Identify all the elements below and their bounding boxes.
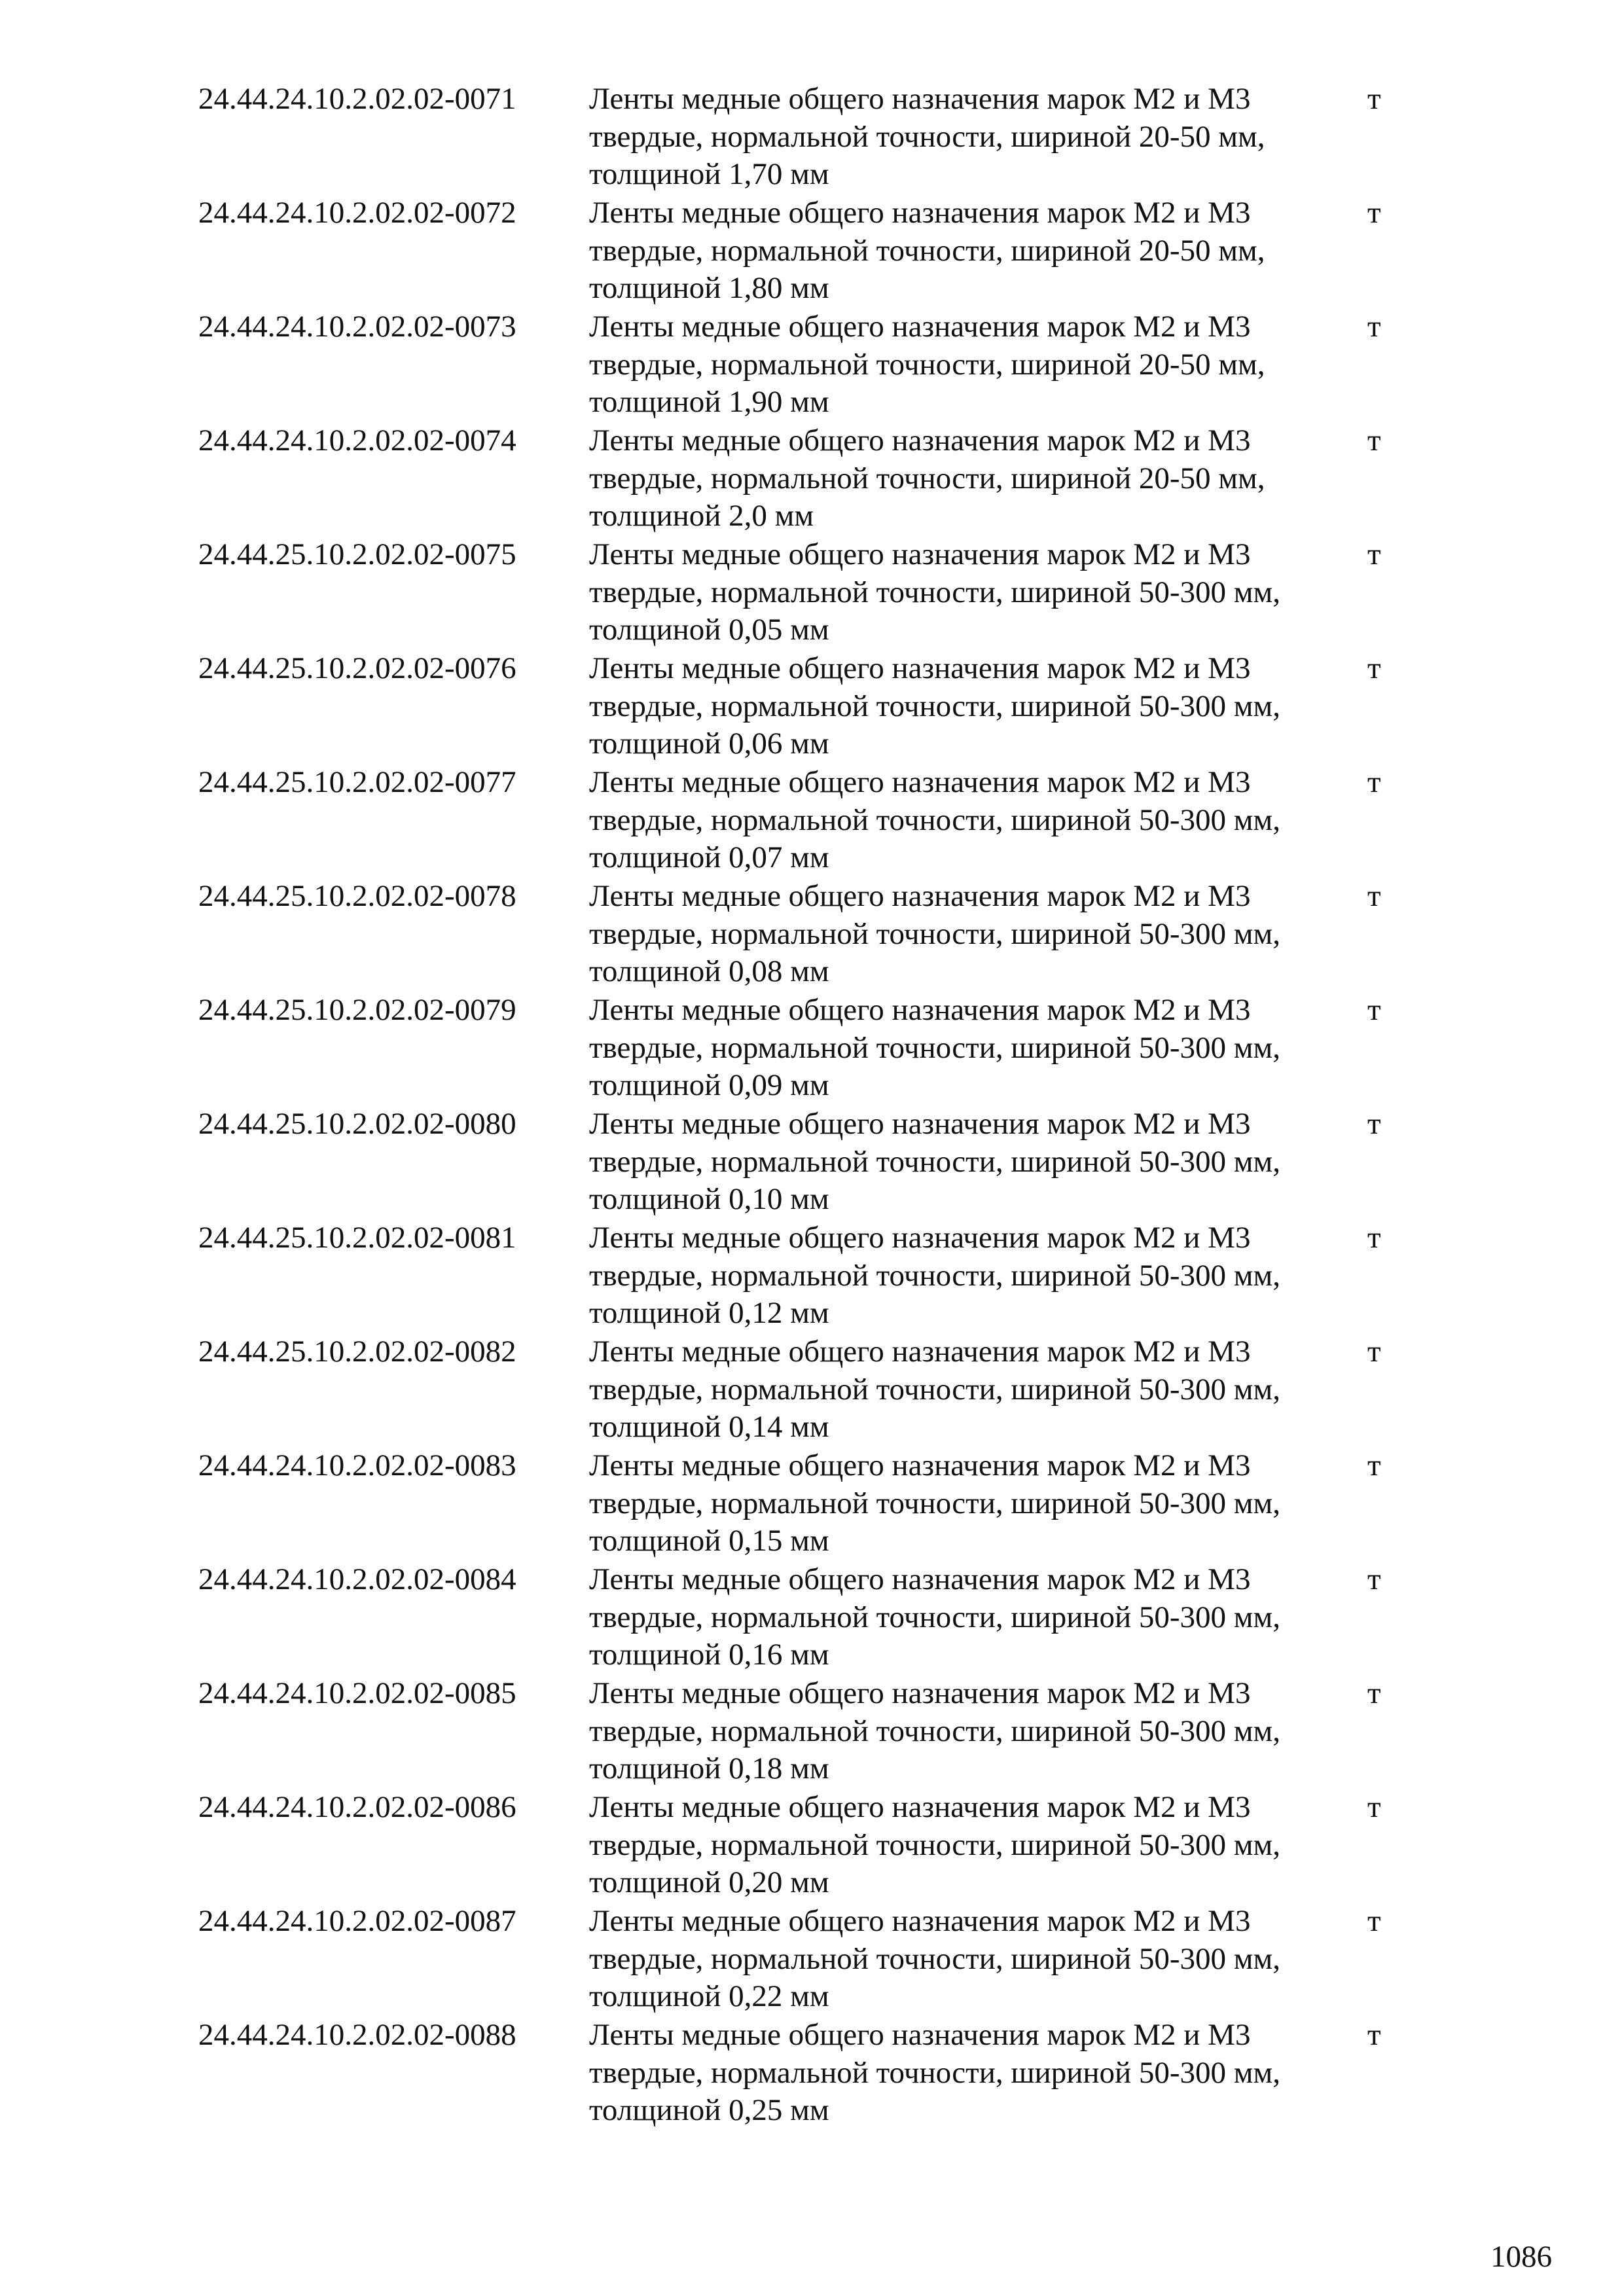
item-unit: т [1367, 1107, 1381, 1141]
description-line: Ленты медные общего назначения марок М2 и М3 [589, 310, 1251, 344]
description-line: толщиной 0,09 мм [589, 1068, 829, 1102]
item-code: 24.44.24.10.2.02.02-0083 [198, 1448, 516, 1482]
item-code: 24.44.25.10.2.02.02-0078 [198, 879, 516, 913]
item-unit: т [1367, 765, 1381, 799]
item-unit: т [1367, 2018, 1381, 2052]
description-line: твердые, нормальной точности, шириной 50-300 мм, [589, 689, 1281, 723]
item-unit: т [1367, 1790, 1381, 1824]
item-unit: т [1367, 196, 1381, 230]
description-line: толщиной 1,90 мм [589, 385, 829, 419]
description-line: твердые, нормальной точности, шириной 50-300 мм, [589, 1030, 1281, 1065]
item-unit: т [1367, 310, 1381, 344]
table-row [0, 1105, 1624, 1219]
item-unit: т [1367, 1904, 1381, 1938]
item-description [589, 422, 1342, 535]
item-description [589, 1903, 1342, 2016]
description-line: толщиной 0,16 мм [589, 1638, 829, 1672]
description-line: Ленты медные общего назначения марок М2 и М3 [589, 651, 1251, 685]
description-line: толщиной 0,22 мм [589, 1979, 829, 2013]
description-line: толщиной 0,05 мм [589, 613, 829, 647]
description-line: толщиной 0,08 мм [589, 954, 829, 988]
table-row [0, 1561, 1624, 1675]
item-description [589, 308, 1342, 422]
page-number: 1086 [1490, 2240, 1552, 2274]
description-line: толщиной 0,06 мм [589, 726, 829, 761]
item-description [589, 194, 1342, 308]
description-line: твердые, нормальной точности, шириной 50-300 мм, [589, 1600, 1281, 1634]
description-line: твердые, нормальной точности, шириной 20-50 мм, [589, 347, 1265, 382]
description-line: толщиной 0,10 мм [589, 1182, 829, 1216]
description-line: твердые, нормальной точности, шириной 50-300 мм, [589, 1941, 1281, 1976]
item-unit: т [1367, 1335, 1381, 1369]
item-code: 24.44.24.10.2.02.02-0086 [198, 1790, 516, 1824]
description-line: толщиной 0,14 мм [589, 1410, 829, 1444]
table-row [0, 81, 1624, 194]
item-unit: т [1367, 651, 1381, 685]
item-unit: т [1367, 1448, 1381, 1482]
description-line: Ленты медные общего назначения марок М2 и М3 [589, 879, 1251, 913]
item-description [589, 764, 1342, 877]
description-line: Ленты медные общего назначения марок М2 и М3 [589, 1562, 1251, 1596]
item-description [589, 1333, 1342, 1446]
description-line: толщиной 0,07 мм [589, 840, 829, 874]
description-line: Ленты медные общего назначения марок М2 и М3 [589, 2018, 1251, 2052]
description-line: твердые, нормальной точности, шириной 50-300 мм, [589, 575, 1281, 609]
description-line: толщиной 0,20 мм [589, 1865, 829, 1899]
description-line: толщиной 0,15 мм [589, 1524, 829, 1558]
item-description [589, 1789, 1342, 1902]
description-line: твердые, нормальной точности, шириной 50-300 мм, [589, 802, 1281, 837]
description-line: твердые, нормальной точности, шириной 20-50 мм, [589, 119, 1265, 154]
description-line: Ленты медные общего назначения марок М2 и М3 [589, 196, 1251, 230]
item-code: 24.44.25.10.2.02.02-0077 [198, 765, 516, 799]
item-description [589, 1675, 1342, 1788]
description-line: толщиной 0,12 мм [589, 1296, 829, 1330]
description-line: твердые, нормальной точности, шириной 20-50 мм, [589, 461, 1265, 495]
table-row [0, 422, 1624, 536]
item-code: 24.44.24.10.2.02.02-0072 [198, 196, 516, 230]
table-row [0, 2017, 1624, 2130]
description-line: Ленты медные общего назначения марок М2 и М3 [589, 1335, 1251, 1369]
description-line: твердые, нормальной точности, шириной 50-300 мм, [589, 916, 1281, 951]
item-description [589, 992, 1342, 1105]
item-unit: т [1367, 993, 1381, 1027]
item-unit: т [1367, 1676, 1381, 1710]
item-description [589, 81, 1342, 194]
description-line: Ленты медные общего назначения марок М2 и М3 [589, 765, 1251, 799]
table-row [0, 650, 1624, 764]
description-line: твердые, нормальной точности, шириной 50-300 мм, [589, 2055, 1281, 2090]
item-description [589, 1447, 1342, 1560]
description-line: твердые, нормальной точности, шириной 50-300 мм, [589, 1258, 1281, 1293]
item-code: 24.44.24.10.2.02.02-0085 [198, 1676, 516, 1710]
table-row [0, 1903, 1624, 2017]
description-line: твердые, нормальной точности, шириной 50-300 мм, [589, 1827, 1281, 1862]
table-row [0, 764, 1624, 878]
table-row [0, 536, 1624, 650]
item-unit: т [1367, 1562, 1381, 1596]
item-description [589, 1105, 1342, 1219]
item-code: 24.44.25.10.2.02.02-0080 [198, 1107, 516, 1141]
description-line: твердые, нормальной точности, шириной 50-300 мм, [589, 1486, 1281, 1520]
item-code: 24.44.24.10.2.02.02-0071 [198, 82, 516, 116]
item-code: 24.44.25.10.2.02.02-0075 [198, 537, 516, 571]
table-row [0, 308, 1624, 422]
item-code: 24.44.24.10.2.02.02-0073 [198, 310, 516, 344]
description-line: Ленты медные общего назначения марок М2 и М3 [589, 423, 1251, 457]
table-row [0, 1333, 1624, 1447]
description-line: Ленты медные общего назначения марок М2 и М3 [589, 1107, 1251, 1141]
table-row [0, 194, 1624, 308]
table-row [0, 992, 1624, 1105]
table-row [0, 1447, 1624, 1561]
item-description [589, 878, 1342, 991]
description-line: Ленты медные общего назначения марок М2 и М3 [589, 537, 1251, 571]
description-line: толщиной 0,18 мм [589, 1751, 829, 1785]
item-unit: т [1367, 879, 1381, 913]
description-line: толщиной 0,25 мм [589, 2093, 829, 2127]
item-code: 24.44.24.10.2.02.02-0084 [198, 1562, 516, 1596]
item-description [589, 536, 1342, 649]
item-unit: т [1367, 1221, 1381, 1255]
item-code: 24.44.24.10.2.02.02-0088 [198, 2018, 516, 2052]
description-line: твердые, нормальной точности, шириной 50-300 мм, [589, 1144, 1281, 1179]
item-code: 24.44.25.10.2.02.02-0079 [198, 993, 516, 1027]
description-line: Ленты медные общего назначения марок М2 и М3 [589, 82, 1251, 116]
table-row [0, 1675, 1624, 1789]
description-line: толщиной 1,70 мм [589, 157, 829, 191]
description-line: Ленты медные общего назначения марок М2 и М3 [589, 993, 1251, 1027]
description-line: толщиной 2,0 мм [589, 499, 814, 533]
description-line: твердые, нормальной точности, шириной 50-300 мм, [589, 1372, 1281, 1407]
item-description [589, 650, 1342, 763]
table-row [0, 878, 1624, 992]
item-unit: т [1367, 423, 1381, 457]
item-description [589, 1561, 1342, 1674]
description-line: Ленты медные общего назначения марок М2 и М3 [589, 1221, 1251, 1255]
description-line: Ленты медные общего назначения марок М2 и М3 [589, 1676, 1251, 1710]
item-description [589, 1219, 1342, 1333]
item-code: 24.44.24.10.2.02.02-0087 [198, 1904, 516, 1938]
item-description [589, 2017, 1342, 2130]
description-line: Ленты медные общего назначения марок М2 и М3 [589, 1904, 1251, 1938]
table-row [0, 1219, 1624, 1333]
description-line: Ленты медные общего назначения марок М2 и М3 [589, 1790, 1251, 1824]
table-row [0, 1789, 1624, 1903]
description-line: твердые, нормальной точности, шириной 20-50 мм, [589, 233, 1265, 268]
item-code: 24.44.24.10.2.02.02-0074 [198, 423, 516, 457]
description-line: Ленты медные общего назначения марок М2 и М3 [589, 1448, 1251, 1482]
item-unit: т [1367, 82, 1381, 116]
description-line: толщиной 1,80 мм [589, 271, 829, 305]
description-line: твердые, нормальной точности, шириной 50-300 мм, [589, 1713, 1281, 1748]
item-unit: т [1367, 537, 1381, 571]
item-code: 24.44.25.10.2.02.02-0076 [198, 651, 516, 685]
item-code: 24.44.25.10.2.02.02-0081 [198, 1221, 516, 1255]
item-code: 24.44.25.10.2.02.02-0082 [198, 1335, 516, 1369]
